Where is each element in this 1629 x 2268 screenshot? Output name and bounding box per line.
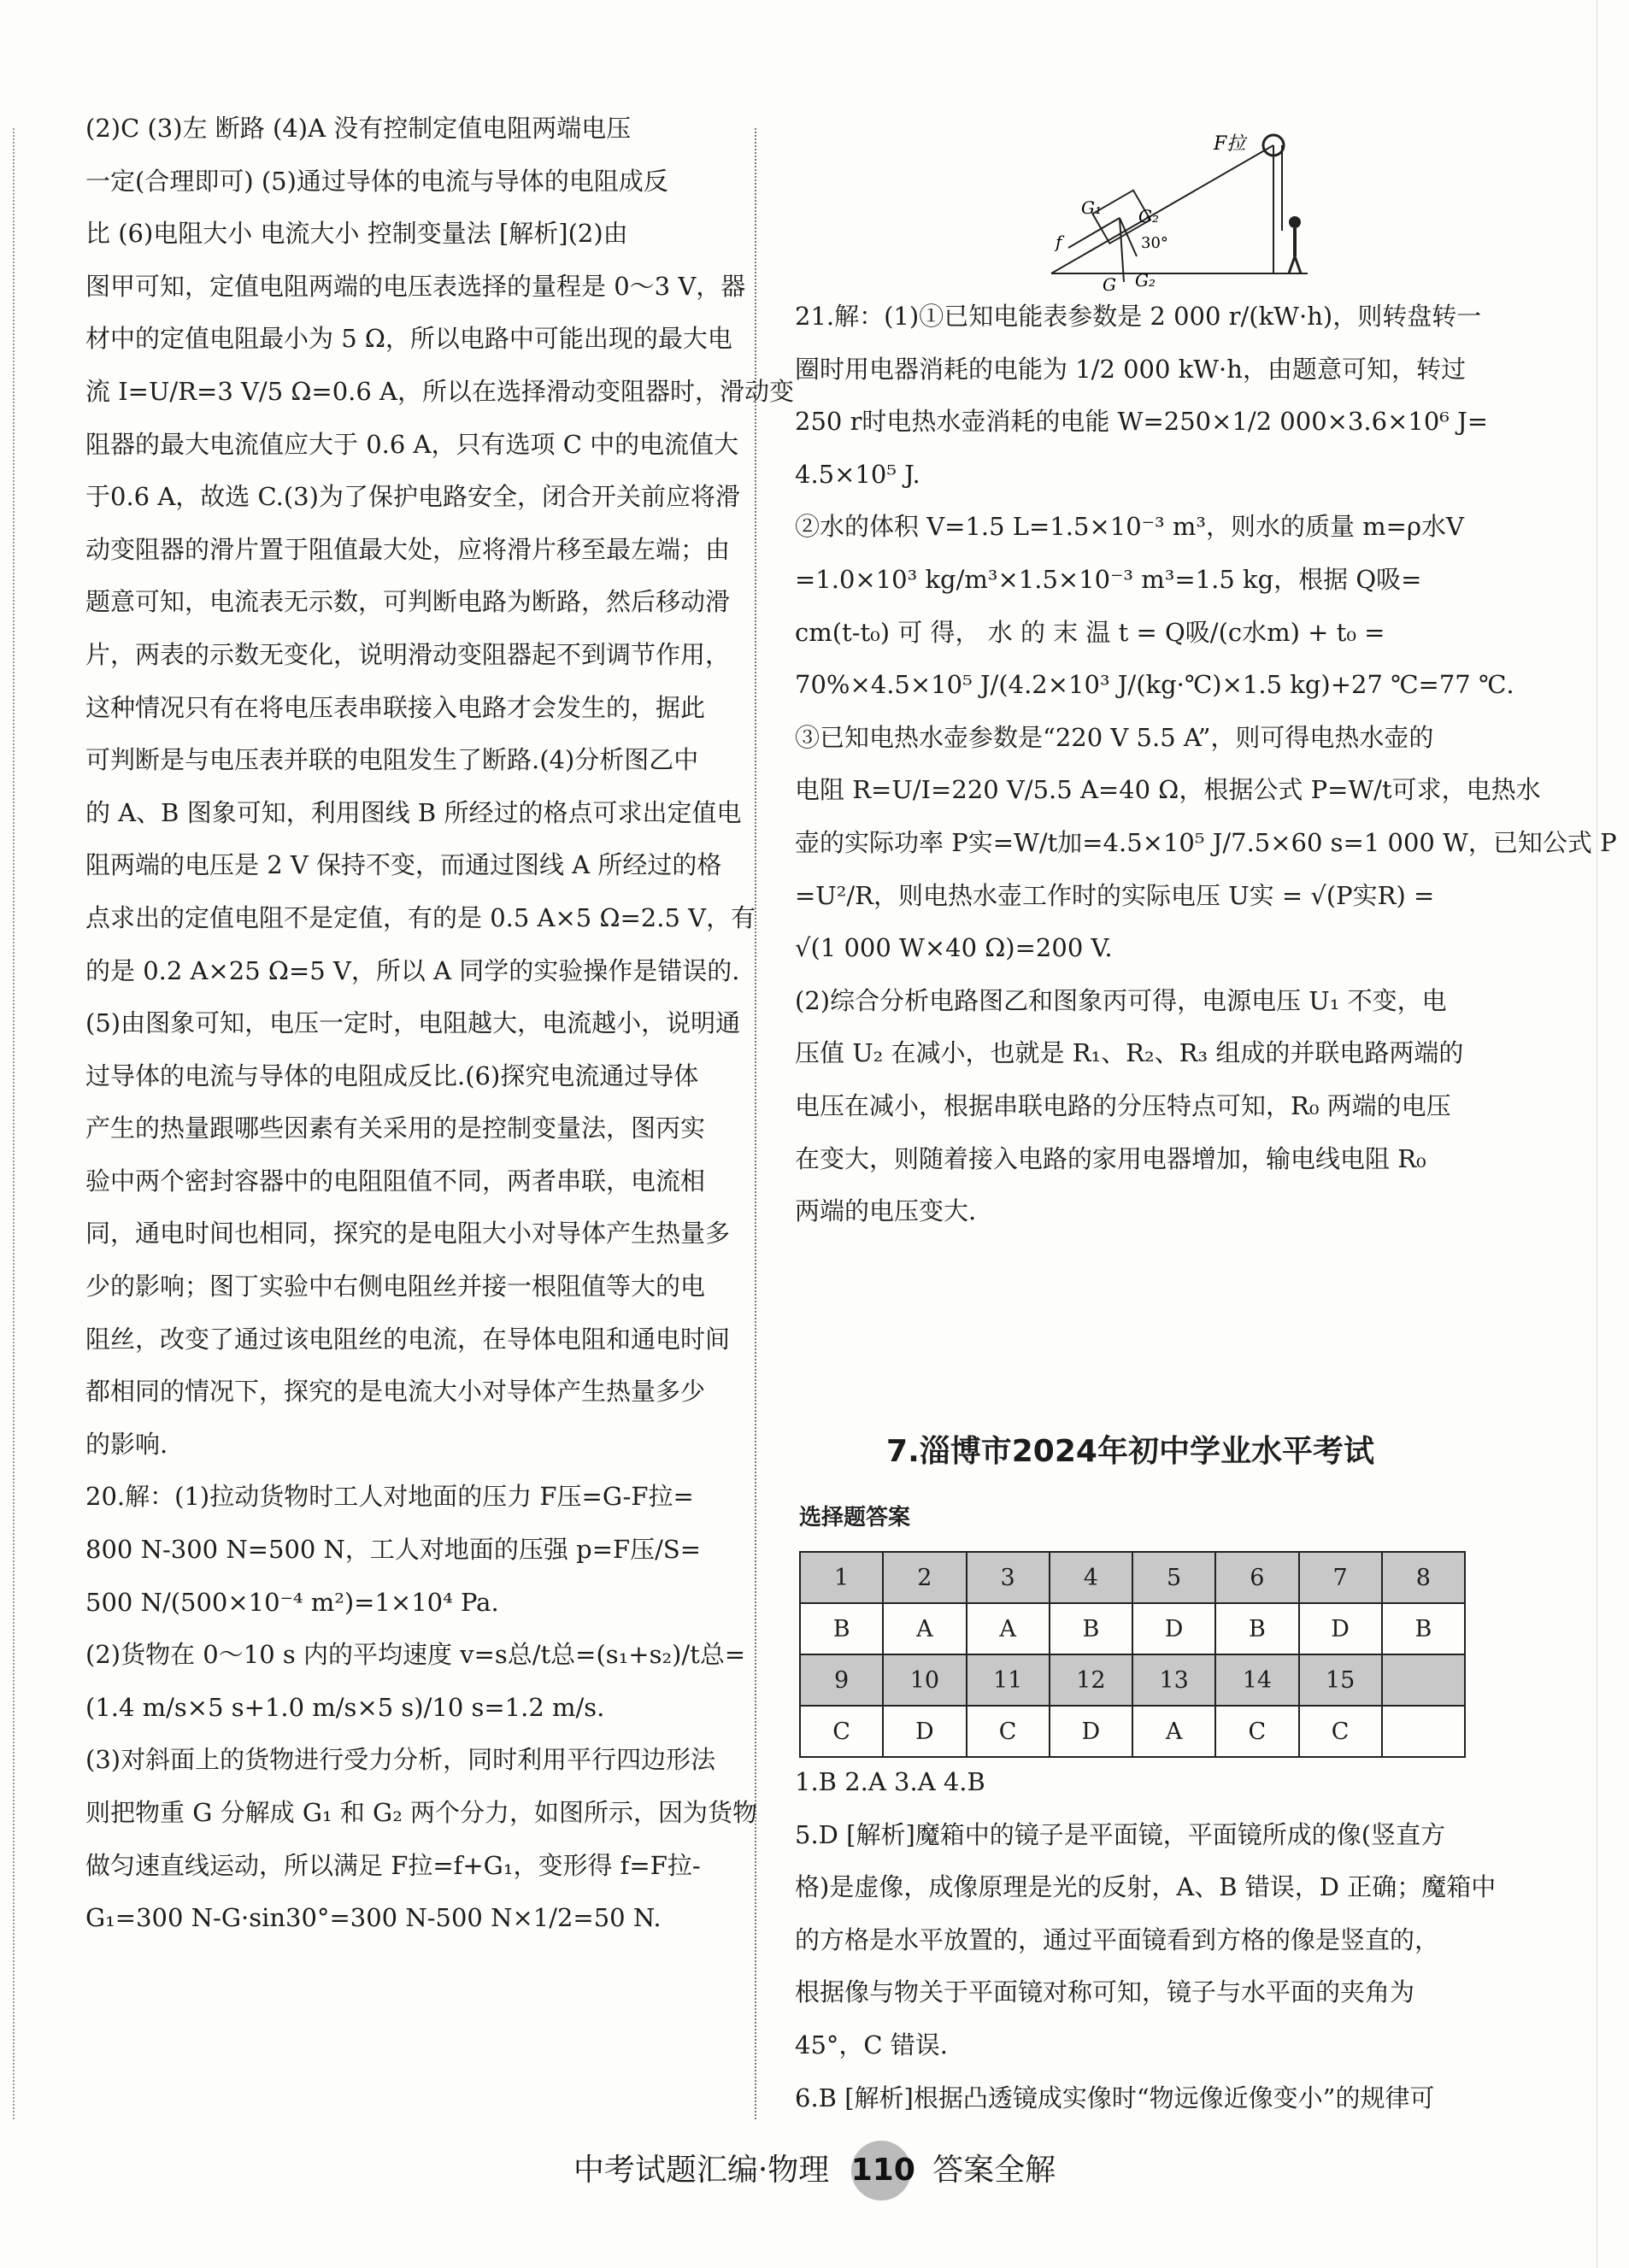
- text-line: 800 N-300 N=500 N，工人对地面的压强 p=F压/S=: [85, 1535, 702, 1565]
- text-line: 一定(合理即可) (5)通过导体的电流与导体的电阻成反: [85, 166, 668, 196]
- text-line: 的 A、B 图象可知，利用图线 B 所经过的格点可求出定值电: [85, 797, 742, 827]
- table-cell: C: [1299, 1706, 1382, 1757]
- table-cell: 9: [800, 1654, 883, 1706]
- text-line: 6.B [解析]根据凸透镜成实像时“物远像近像变小”的规律可: [795, 2083, 1435, 2112]
- text-line: =U²/R，则电热水壶工作时的实际电压 U实 = √(P实R) =: [795, 880, 1435, 910]
- label-g2-bottom: G₂: [1135, 270, 1156, 291]
- table-cell: 5: [1132, 1552, 1215, 1603]
- table-row: [800, 1654, 1465, 1706]
- text-line: ③已知电热水壶参数是“220 V 5.5 A”，则可得电热水壶的: [795, 722, 1434, 752]
- text-line: 两端的电压变大.: [795, 1196, 977, 1226]
- text-line: (5)由图象可知，电压一定时，电阻越大，电流越小，说明通: [85, 1008, 741, 1038]
- table-row: [800, 1603, 1465, 1654]
- text-line: 4.5×10⁵ J.: [795, 459, 920, 489]
- table-cell: [1382, 1706, 1465, 1757]
- text-line: 阻器的最大电流值应大于 0.6 A，只有选项 C 中的电流值大: [85, 429, 739, 459]
- text-line: 阻两端的电压是 2 V 保持不变，而通过图线 A 所经过的格: [85, 850, 722, 880]
- text-line: 则把物重 G 分解成 G₁ 和 G₂ 两个分力，如图所示，因为货物: [85, 1798, 758, 1827]
- table-cell: 1: [800, 1552, 883, 1603]
- table-cell: 15: [1299, 1654, 1382, 1706]
- text-line: 的影响.: [85, 1429, 168, 1459]
- table-cell: 4: [1050, 1552, 1132, 1603]
- table-row: [800, 1706, 1465, 1757]
- table-cell: 6: [1215, 1552, 1298, 1603]
- table-cell: B: [800, 1603, 883, 1654]
- footer-right: 答案全解: [932, 2153, 1056, 2188]
- table-cell: D: [1050, 1706, 1132, 1757]
- text-line: 做匀速直线运动，所以满足 F拉=f+G₁，变形得 f=F拉-: [85, 1850, 701, 1880]
- text-line: (3)对斜面上的货物进行受力分析，同时利用平行四边形法: [85, 1745, 716, 1775]
- text-line: 材中的定值电阻最小为 5 Ω，所以电路中可能出现的最大电: [85, 324, 732, 354]
- table-cell: 14: [1215, 1654, 1298, 1706]
- text-line: (2)货物在 0～10 s 内的平均速度 v=s总/t总=(s₁+s₂)/t总=: [85, 1640, 746, 1670]
- text-line: √(1 000 W×40 Ω)=200 V.: [795, 933, 1113, 963]
- text-line: 45°，C 错误.: [795, 2030, 949, 2059]
- text-line: 500 N/(500×10⁻⁴ m²)=1×10⁴ Pa.: [85, 1587, 499, 1617]
- table-cell: C: [800, 1706, 883, 1757]
- text-line: 圈时用电器消耗的电能为 1/2 000 kW·h，由题意可知，转过: [795, 354, 1466, 384]
- text-line: 于0.6 A，故选 C.(3)为了保护电路安全，闭合开关前应将滑: [85, 482, 740, 512]
- text-line: 片，两表的示数无变化，说明滑动变阻器起不到调节作用，: [85, 639, 731, 669]
- text-line: 根据像与物关于平面镜对称可知，镜子与水平面的夹角为: [795, 1977, 1415, 2007]
- table-row: [800, 1552, 1465, 1603]
- text-line: 压值 U₂ 在减小，也就是 R₁、R₂、R₃ 组成的并联电路两端的: [795, 1038, 1464, 1068]
- text-line: 图甲可知，定值电阻两端的电压表选择的量程是 0～3 V，器: [85, 271, 746, 301]
- text-line: cm(t-t₀) 可 得， 水 的 末 温 t = Q吸/(c水m) + t₀ =: [795, 617, 1385, 647]
- text-line: 电压在减小，根据串联电路的分压特点可知，R₀ 两端的电压: [795, 1090, 1451, 1120]
- text-line: 动变阻器的滑片置于阻值最大处，应将滑片移至最左端；由: [85, 534, 731, 564]
- incline-force-diagram: [1017, 120, 1325, 295]
- right-bottom-text: [795, 1756, 1497, 2124]
- table-cell: A: [1132, 1706, 1215, 1757]
- table-cell: 12: [1050, 1654, 1132, 1706]
- label-g2: G₂: [1138, 206, 1159, 226]
- section-title: 7.淄博市2024年初中学业水平考试: [886, 1434, 1374, 1469]
- text-line: =1.0×10³ kg/m³×1.5×10⁻³ m³=1.5 kg，根据 Q吸=: [795, 564, 1422, 594]
- text-line: 的方格是水平放置的，通过平面镜看到方格的像是竖直的，: [795, 1924, 1440, 1954]
- text-line: 格)是虚像，成像原理是光的反射，A、B 错误，D 正确；魔箱中: [795, 1872, 1497, 1902]
- text-line: 70%×4.5×10⁵ J/(4.2×10³ J/(kg·℃)×1.5 kg)+27 ℃=77 ℃.: [795, 670, 1514, 700]
- table-cell: A: [883, 1603, 966, 1654]
- text-line: 这种情况只有在将电压表串联接入电路才会发生的，据此: [85, 692, 706, 722]
- text-line: 都相同的情况下，探究的是电流大小对导体产生热量多少: [85, 1377, 706, 1407]
- text-line: 阻丝，改变了通过该电阻丝的电流，在导体电阻和通电时间: [85, 1324, 731, 1354]
- text-line: 比 (6)电阻大小 电流大小 控制变量法 [解析](2)由: [85, 219, 628, 249]
- right-column: [795, 291, 1617, 1238]
- text-line: 在变大，则随着接入电路的家用电器增加，输电线电阻 R₀: [795, 1143, 1426, 1173]
- table-cell: D: [1132, 1603, 1215, 1654]
- table-cell: 8: [1382, 1552, 1465, 1603]
- text-line: 流 I=U/R=3 V/5 Ω=0.6 A，所以在选择滑动变阻器时，滑动变: [85, 376, 794, 406]
- text-line: 1.B 2.A 3.A 4.B: [795, 1767, 985, 1796]
- text-line: (2)综合分析电路图乙和图象丙可得，电源电压 U₁ 不变，电: [795, 985, 1447, 1015]
- text-line: 20.解：(1)拉动货物时工人对地面的压力 F压=G-F拉=: [85, 1482, 694, 1512]
- text-line: 可判断是与电压表并联的电阻发生了断路.(4)分析图乙中: [85, 745, 699, 775]
- table-cell: 10: [883, 1654, 966, 1706]
- text-line: 少的影响；图丁实验中右侧电阻丝并接一根阻值等大的电: [85, 1272, 706, 1301]
- left-column: [85, 103, 794, 1945]
- table-cell: 7: [1299, 1552, 1382, 1603]
- text-line: 过导体的电流与导体的电阻成反比.(6)探究电流通过导体: [85, 1061, 699, 1090]
- text-line: G₁=300 N-G·sin30°=300 N-500 N×1/2=50 N.: [85, 1903, 662, 1933]
- text-line: 题意可知，电流表无示数，可判断电路为断路，然后移动滑: [85, 587, 731, 617]
- text-line: (2)C (3)左 断路 (4)A 没有控制定值电阻两端电压: [85, 114, 632, 143]
- text-line: 250 r时电热水壶消耗的电能 W=250×1/2 000×3.6×10⁶ J=: [795, 407, 1489, 437]
- text-line: 壶的实际功率 P实=W/t加=4.5×10⁵ J/7.5×60 s=1 000 W，已知公式 P: [795, 827, 1617, 857]
- table-cell: D: [1299, 1603, 1382, 1654]
- table-cell: 3: [967, 1552, 1050, 1603]
- footer-left: 中考试题汇编·物理: [573, 2153, 830, 2188]
- table-cell: 2: [883, 1552, 966, 1603]
- text-line: 验中两个密封容器中的电阻阻值不同，两者串联，电流相: [85, 1166, 706, 1196]
- table-cell: C: [1215, 1706, 1298, 1757]
- table-cell: 11: [967, 1654, 1050, 1706]
- table-cell: B: [1215, 1603, 1298, 1654]
- page-footer: [0, 2141, 1629, 2200]
- text-line: (1.4 m/s×5 s+1.0 m/s×5 s)/10 s=1.2 m/s.: [85, 1692, 605, 1722]
- text-line: 5.D [解析]魔箱中的镜子是平面镜，平面镜所成的像(竖直方: [795, 1819, 1446, 1849]
- text-line: 的是 0.2 A×25 Ω=5 V，所以 A 同学的实验操作是错误的.: [85, 955, 740, 985]
- table-cell: [1382, 1654, 1465, 1706]
- text-line: 21.解：(1)①已知电能表参数是 2 000 r/(kW·h)，则转盘转一: [795, 302, 1482, 331]
- table-cell: D: [883, 1706, 966, 1757]
- page-number: 110: [851, 2141, 911, 2200]
- answer-table: [799, 1551, 1466, 1758]
- table-cell: B: [1382, 1603, 1465, 1654]
- text-line: 点求出的定值电阻不是定值，有的是 0.5 A×5 Ω=2.5 V，有: [85, 902, 756, 932]
- text-line: 电阻 R=U/I=220 V/5.5 A=40 Ω，根据公式 P=W/t可求，电热水: [795, 775, 1541, 805]
- table-cell: 13: [1132, 1654, 1215, 1706]
- label-g1: G₁: [1081, 197, 1102, 218]
- table-cell: A: [967, 1603, 1050, 1654]
- label-g: G: [1103, 274, 1116, 295]
- label-f-pull: F拉: [1214, 133, 1246, 155]
- label-angle: 30°: [1141, 234, 1168, 252]
- text-line: ②水的体积 V=1.5 L=1.5×10⁻³ m³，则水的质量 m=ρ水V: [795, 512, 1464, 542]
- left-margin-rule: [13, 128, 15, 2119]
- section-subtitle: 选择题答案: [799, 1505, 911, 1531]
- table-cell: B: [1050, 1603, 1132, 1654]
- table-cell: C: [967, 1706, 1050, 1757]
- text-line: 同，通电时间也相同，探究的是电阻大小对导体产生热量多: [85, 1219, 731, 1249]
- text-line: 产生的热量跟哪些因素有关采用的是控制变量法，图丙实: [85, 1113, 706, 1143]
- label-f: f: [1056, 232, 1062, 252]
